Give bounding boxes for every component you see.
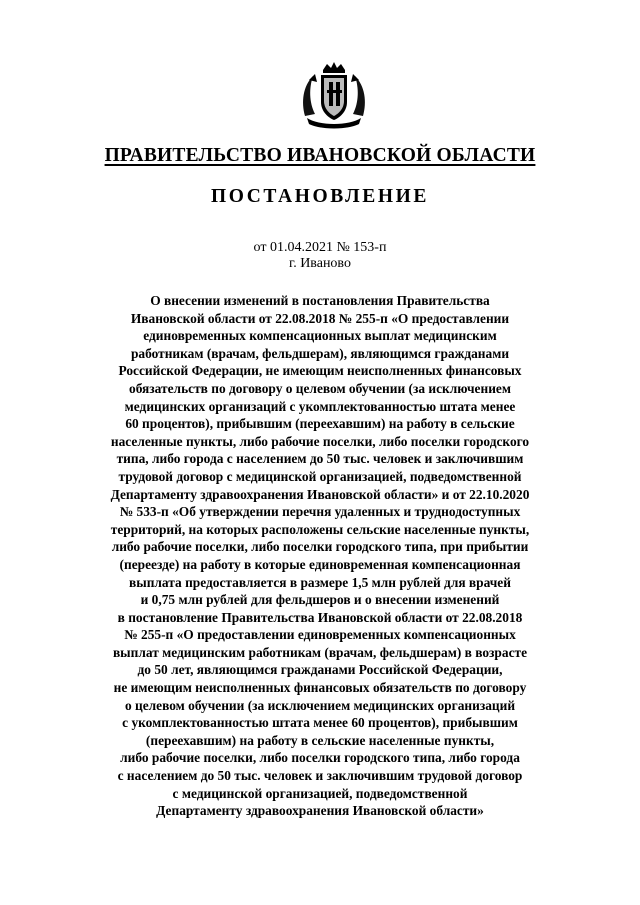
title-line: обязательств по договору о целевом обучении (за исключением <box>129 380 511 396</box>
title-line: единовременных компенсационных выплат медицинским <box>143 328 497 344</box>
title-line: территорий, на которых расположены сельские населенные пункты, <box>110 521 530 537</box>
title-line: Ивановской области от 22.08.2018 № 255-п «О предоставлении <box>130 310 510 326</box>
title-line: (переезде) на работу в которые единовременная компенсационная <box>119 556 521 572</box>
title-line: Департаменту здравоохранения Ивановской области» и от 22.10.2020 <box>110 486 530 502</box>
title-line: № 255-п «О предоставлении единовременных компенсационных <box>124 627 516 643</box>
coat-of-arms-icon <box>299 60 369 130</box>
title-line: Департаменту здравоохранения Ивановской области» <box>156 803 484 819</box>
title-line: не имеющим неисполненных финансовых обязательств по договору <box>113 680 527 696</box>
title-line: типа, либо города с населением до 50 тыс. человек и заключившим <box>116 451 524 467</box>
title-line: трудовой договор с медицинской организацией, подведомственной <box>118 468 522 484</box>
document-city: г. Иваново <box>289 256 351 271</box>
title-line: с медицинской организацией, подведомственной <box>172 785 468 801</box>
organization-title-text: ПРАВИТЕЛЬСТВО ИВАНОВСКОЙ ОБЛАСТИ <box>104 145 536 166</box>
title-line: с населением до 50 тыс. человек и заключившим трудовой договор <box>117 768 523 784</box>
title-line: (переехавшим) на работу в сельские населенные пункты, <box>145 732 495 748</box>
title-line: либо рабочие поселки, либо поселки городского типа, при прибытии <box>111 539 529 555</box>
title-line: выплата предоставляется в размере 1,5 млн рублей для врачей <box>129 574 511 590</box>
title-line: до 50 лет, являющимся гражданами Российской Федерации, <box>137 662 503 678</box>
title-line: 60 процентов), прибывшим (переехавшим) на работу в сельские <box>125 416 515 432</box>
title-line: с укомплектованностью штата менее 60 процентов), прибывшим <box>122 715 518 731</box>
title-line: О внесении изменений в постановления Правительства <box>150 293 490 308</box>
title-line: либо рабочие поселки, либо поселки городского типа, либо города <box>120 750 520 766</box>
organization-title <box>0 145 640 167</box>
title-line: в постановление Правительства Ивановской области от 22.08.2018 <box>117 609 523 625</box>
title-line: выплат медицинским работникам (врачам, фельдшерам) в возрасте <box>112 644 528 660</box>
title-line: медицинских организаций с укомплектованностью штата менее <box>124 398 516 414</box>
document-date-number: от 01.04.2021 № 153-п <box>253 240 387 255</box>
title-line: и 0,75 млн рублей для фельдшеров и о внесении изменений <box>140 592 500 608</box>
document-title <box>70 292 570 820</box>
title-line: населенные пункты, либо рабочие поселки, либо поселки городского <box>110 433 530 449</box>
title-line: № 533-п «Об утверждении перечня удаленных и труднодоступных <box>119 504 521 520</box>
title-line: Российской Федерации, не имеющим неисполненных финансовых <box>118 363 522 379</box>
title-line: работникам (врачам, фельдшерам), являющимся гражданами <box>130 345 510 361</box>
document-type-heading: ПОСТАНОВЛЕНИЕ <box>210 186 430 207</box>
title-line: о целевом обучении (за исключением медицинских организаций <box>124 697 516 713</box>
